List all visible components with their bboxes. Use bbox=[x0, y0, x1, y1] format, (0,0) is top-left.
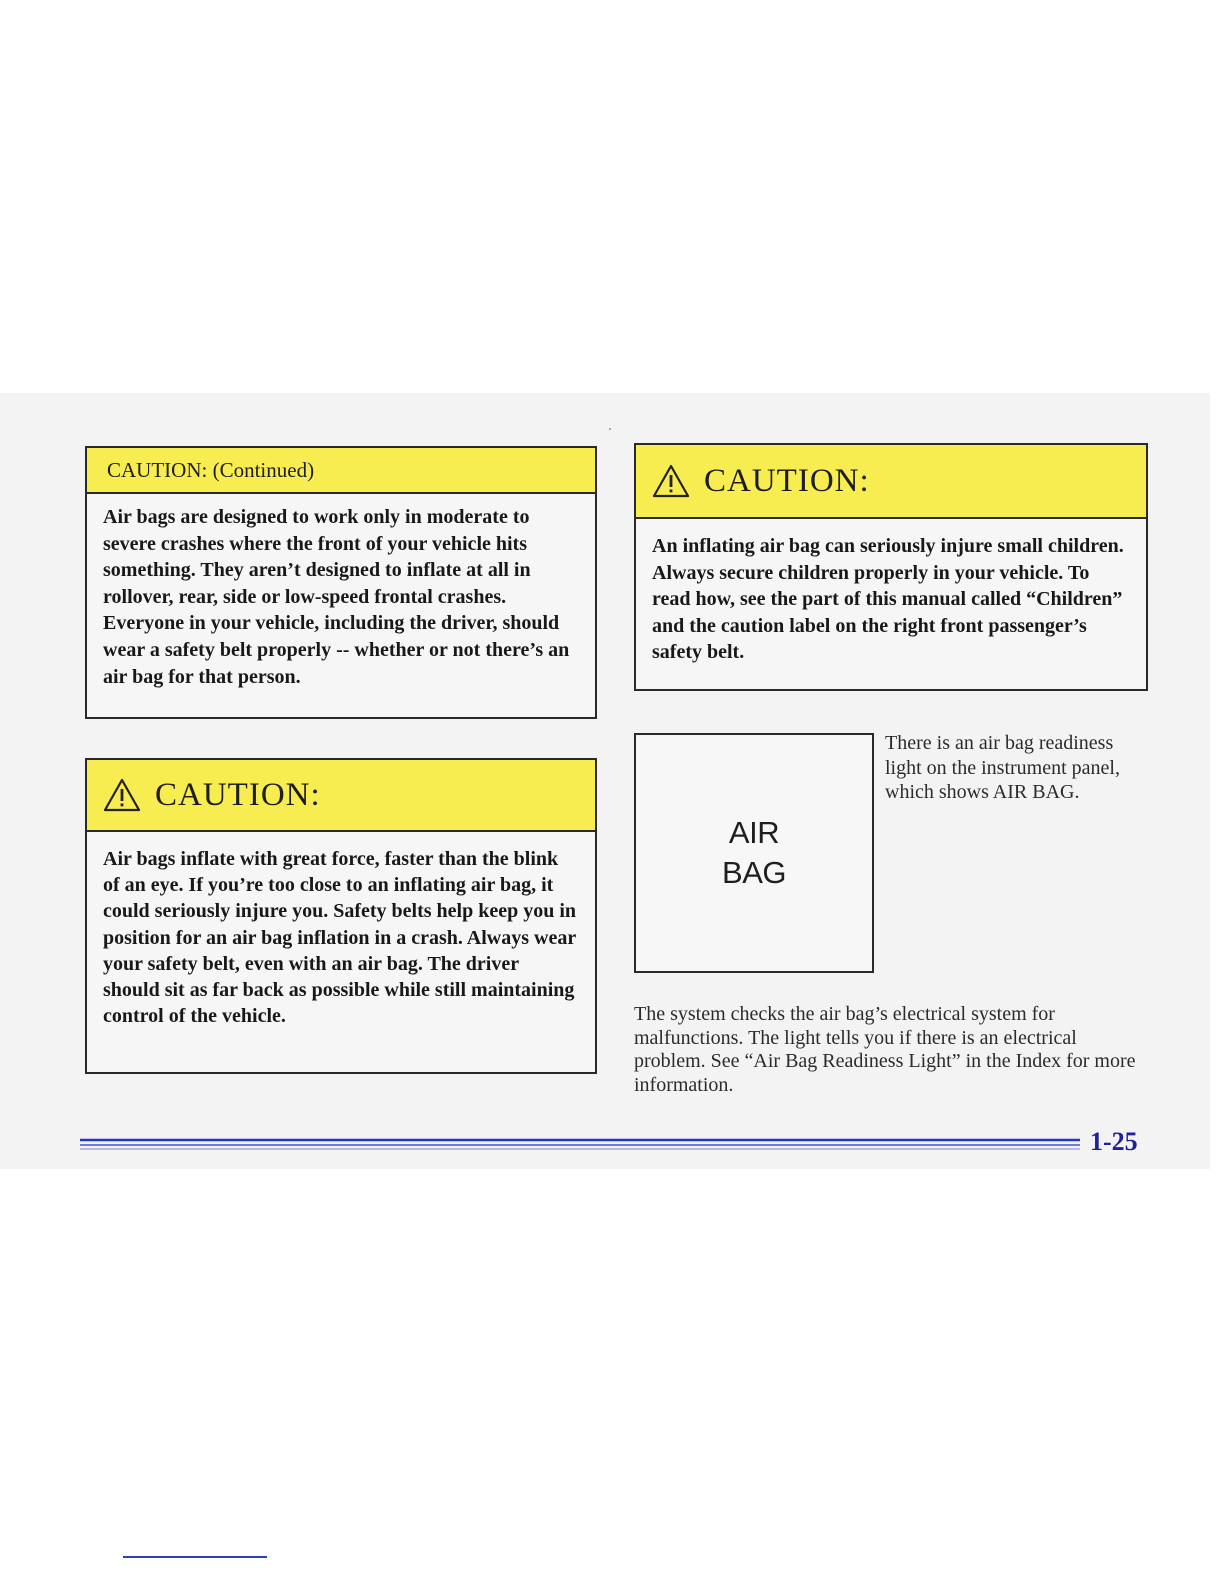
footnote-rule bbox=[123, 1556, 267, 1558]
caution-continued-title: CAUTION: (Continued) bbox=[107, 457, 315, 482]
air-bag-label-line1: AIR bbox=[728, 815, 780, 850]
caution-force-box bbox=[85, 758, 597, 1074]
warning-triangle-icon bbox=[652, 464, 690, 498]
scan-speck bbox=[609, 428, 611, 430]
caution-force-text: Air bags inflate with great force, faster than the blink of an eye. If you’re too close to an inflating air bag, it could seriously injure you. Safety belts help keep you in position for an air bag inflation in a crash. Always wear your safety belt, even with an air bag. The driver should sit as far back as possible while still maintaining control of the vehicle. bbox=[103, 848, 577, 1028]
caution-force-title: CAUTION: bbox=[155, 776, 321, 813]
system-check-paragraph: The system checks the air bag’s electrical system for malfunctions. The light tells you if there is an electrical problem. See “Air Bag Readiness Light” in the Index for more information. bbox=[634, 1003, 1136, 1096]
caution-force-header bbox=[87, 760, 595, 832]
caution-continued-text: Air bags are designed to work only in moderate to severe crashes where the front of your vehicle hits something. They aren’t designed to inflate at all in rollover, rear, side or low-speed frontal crashes. Everyone in your vehicle, including the driver, should wear a safety belt properly -- whether or not there’s an air bag for that person. bbox=[103, 506, 570, 688]
readiness-light-description: There is an air bag readiness light on the instrument panel, which shows AIR BAG. bbox=[885, 732, 1120, 803]
caution-children-box bbox=[634, 443, 1148, 691]
caution-children-title: CAUTION: bbox=[704, 462, 870, 499]
warning-triangle-icon bbox=[103, 778, 141, 812]
air-bag-readiness-light-illustration bbox=[634, 733, 874, 973]
air-bag-label-line2: BAG bbox=[722, 855, 786, 890]
caution-children-text: An inflating air bag can seriously injure small children. Always secure children properly in your vehicle. To read how, see the part of this manual called “Children” and the caution label on the right front passenger’s safety belt. bbox=[652, 535, 1124, 664]
caution-children-header bbox=[636, 445, 1146, 519]
caution-continued-box bbox=[85, 446, 597, 719]
air-bag-light-label bbox=[722, 813, 786, 893]
page-number: 1-25 bbox=[1090, 1127, 1138, 1156]
footer-rule bbox=[80, 1137, 1080, 1151]
caution-continued-header bbox=[87, 448, 595, 494]
